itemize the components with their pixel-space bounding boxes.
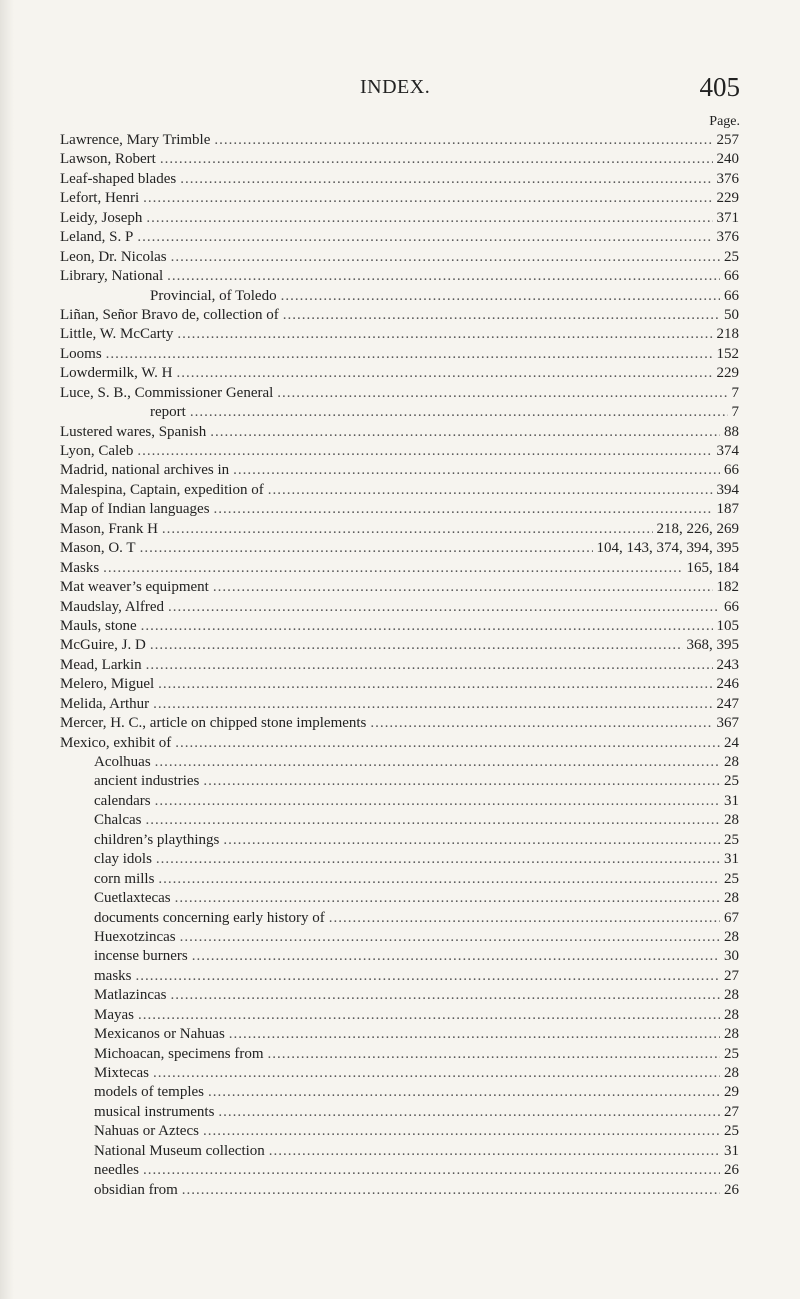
index-entry-term: calendars <box>94 792 151 809</box>
dot-leader <box>177 325 712 344</box>
index-entry <box>60 1181 739 1200</box>
index-entry-term: children’s playthings <box>94 831 220 848</box>
index-entry-term: Leland, S. P <box>60 229 134 246</box>
index-entry-pages: 7 <box>731 404 739 421</box>
dot-leader <box>214 500 713 519</box>
index-entry <box>60 189 739 208</box>
page-number: 405 <box>699 72 740 102</box>
index-entry <box>60 306 739 325</box>
index-entry-term: Mayas <box>94 1006 134 1023</box>
index-entry-pages: 257 <box>716 132 739 148</box>
dot-leader <box>146 209 712 228</box>
index-entry <box>60 656 739 675</box>
index-entry-pages: 26 <box>724 1181 739 1198</box>
index-entry-pages: 50 <box>724 306 739 323</box>
index-entry-pages: 218 <box>716 326 739 343</box>
index-entry-term: report <box>150 404 186 421</box>
index-entry-term: Leidy, Joseph <box>60 209 143 226</box>
dot-leader <box>175 734 720 753</box>
index-entry-pages: 27 <box>724 1103 739 1120</box>
dot-leader <box>153 695 712 714</box>
dot-leader <box>167 267 720 286</box>
index-entry-pages: 28 <box>724 1026 739 1043</box>
index-entry <box>60 617 739 636</box>
index-entry <box>60 598 739 617</box>
index-entry-pages: 229 <box>716 190 739 207</box>
index-entry <box>60 1103 739 1122</box>
dot-leader <box>182 1181 720 1200</box>
index-entry-pages: 25 <box>724 248 739 265</box>
index-entry-term: Michoacan, specimens from <box>94 1045 264 1062</box>
index-entry-term: models of temples <box>94 1084 204 1101</box>
dot-leader <box>137 442 712 461</box>
index-entry-pages: 31 <box>724 1142 739 1159</box>
dot-leader <box>203 1122 720 1141</box>
index-entry <box>60 287 739 306</box>
index-entry-term: Lawrence, Mary Trimble <box>60 132 211 148</box>
index-entry-pages: 28 <box>724 812 739 829</box>
index-entry-term: Liñan, Señor Bravo de, collection of <box>60 306 279 323</box>
dot-leader <box>175 889 720 908</box>
index-entry-term: Chalcas <box>94 812 142 829</box>
index-entry <box>60 559 739 578</box>
index-entry-pages: 25 <box>724 773 739 790</box>
index-entry <box>60 714 739 733</box>
page-column-label: Page. <box>709 114 740 129</box>
index-entry-pages: 182 <box>716 579 739 596</box>
index-entry <box>60 461 739 480</box>
index-entry-term: incense burners <box>94 948 188 965</box>
page-binding-shadow <box>0 0 14 1299</box>
dot-leader <box>143 189 712 208</box>
index-entry-term: Little, W. McCarty <box>60 326 174 343</box>
index-entry-term: Mason, O. T <box>60 540 136 557</box>
index-entry <box>60 1161 739 1180</box>
index-entry-pages: 25 <box>724 1123 739 1140</box>
dot-leader <box>223 831 720 850</box>
dot-leader <box>158 675 712 694</box>
index-entry-pages: 104, 143, 374, 394, 395 <box>596 540 739 557</box>
dot-leader <box>283 306 720 325</box>
index-entry-term: Huexotzincas <box>94 928 176 945</box>
index-entry <box>60 986 739 1005</box>
index-entry <box>60 695 739 714</box>
index-entry <box>60 889 739 908</box>
dot-leader <box>268 1045 720 1064</box>
index-entry <box>60 734 739 753</box>
index-entry-pages: 28 <box>724 754 739 770</box>
index-entry-pages: 376 <box>716 229 739 246</box>
index-entry <box>60 209 739 228</box>
index-entry-term: Mexicanos or Nahuas <box>94 1026 225 1043</box>
index-entry <box>60 423 739 442</box>
index-entry-pages: 31 <box>724 851 739 868</box>
index-entry-term: Looms <box>60 345 102 362</box>
dot-leader <box>370 714 712 733</box>
dot-leader <box>146 656 713 675</box>
index-entry-term: Melida, Arthur <box>60 695 150 712</box>
index-entry-term: Mixtecas <box>94 1065 149 1081</box>
index-entry-pages: 376 <box>716 170 739 187</box>
dot-leader <box>150 636 683 655</box>
index-entry-term: Mason, Frank H <box>60 520 158 537</box>
index-entry-term: Mauls, stone <box>60 617 137 634</box>
running-head: INDEX. <box>360 76 431 98</box>
index-entry-pages: 28 <box>724 928 739 945</box>
dot-leader <box>145 811 720 830</box>
index-entry-term: Nahuas or Aztecs <box>94 1123 199 1140</box>
index-entry <box>60 811 739 830</box>
index-entry-term: Provincial, of Toledo <box>150 287 277 304</box>
dot-leader <box>143 1161 720 1180</box>
index-entry <box>60 150 739 169</box>
index-entry-term: masks <box>94 967 132 984</box>
dot-leader <box>170 986 720 1005</box>
index-entry-list <box>60 131 739 1200</box>
index-entry <box>60 636 739 655</box>
index-entry <box>60 909 739 928</box>
index-entry-pages: 367 <box>716 715 739 732</box>
index-entry <box>60 753 739 772</box>
index-entry-term: obsidian from <box>94 1181 178 1198</box>
dot-leader <box>203 772 720 791</box>
index-entry-term: Malespina, Captain, expedition of <box>60 481 264 498</box>
dot-leader <box>171 248 720 267</box>
dot-leader <box>192 947 720 966</box>
dot-leader <box>140 539 593 558</box>
index-entry-term: McGuire, J. D <box>60 637 146 654</box>
index-entry <box>60 1006 739 1025</box>
index-entry-pages: 165, 184 <box>686 559 739 576</box>
index-entry <box>60 1122 739 1141</box>
index-entry <box>60 870 739 889</box>
index-entry-pages: 105 <box>716 617 739 634</box>
index-entry <box>60 481 739 500</box>
index-entry-pages: 7 <box>731 384 739 401</box>
index-entry-term: Cuetlaxtecas <box>94 890 171 907</box>
index-entry-pages: 243 <box>716 656 739 673</box>
index-entry-pages: 66 <box>724 598 739 615</box>
index-entry-pages: 25 <box>724 1045 739 1062</box>
dot-leader <box>137 228 712 247</box>
index-entry-term: National Museum collection <box>94 1142 265 1159</box>
index-entry-term: corn mills <box>94 870 155 887</box>
index-entry <box>60 500 739 519</box>
index-entry-term: Luce, S. B., Commissioner General <box>60 384 274 401</box>
dot-leader <box>229 1025 720 1044</box>
index-entry <box>60 131 739 150</box>
index-entry-term: Library, National <box>60 268 164 285</box>
index-entry-term: Lustered wares, Spanish <box>60 423 207 440</box>
index-entry-term: Melero, Miguel <box>60 676 155 693</box>
dot-leader <box>162 520 653 539</box>
index-entry <box>60 850 739 869</box>
dot-leader <box>213 578 713 597</box>
index-entry-term: Mat weaver’s equipment <box>60 579 209 596</box>
dot-leader <box>156 850 720 869</box>
dot-leader <box>136 967 721 986</box>
index-entry-term: clay idols <box>94 851 152 868</box>
dot-leader <box>208 1083 720 1102</box>
index-entry-term: musical instruments <box>94 1103 215 1120</box>
index-entry-pages: 218, 226, 269 <box>656 520 739 537</box>
index-entry-pages: 67 <box>724 909 739 926</box>
index-entry-pages: 66 <box>724 287 739 304</box>
index-entry <box>60 345 739 364</box>
dot-leader <box>168 598 720 617</box>
dot-leader <box>155 753 720 772</box>
page-header <box>360 72 740 102</box>
index-entry <box>60 364 739 383</box>
index-entry-term: Leon, Dr. Nicolas <box>60 248 167 265</box>
dot-leader <box>177 364 713 383</box>
index-entry-pages: 371 <box>716 209 739 226</box>
index-entry-term: Mexico, exhibit of <box>60 734 172 751</box>
index-entry-pages: 229 <box>716 365 739 382</box>
index-entry <box>60 170 739 189</box>
dot-leader <box>106 345 713 364</box>
dot-leader <box>158 870 720 889</box>
index-entry <box>60 442 739 461</box>
index-entry-term: Acolhuas <box>94 754 151 770</box>
index-entry <box>60 1142 739 1161</box>
index-entry-pages: 66 <box>724 462 739 479</box>
index-entry-term: Lowdermilk, W. H <box>60 365 173 382</box>
index-entry-term: ancient industries <box>94 773 200 790</box>
index-entry <box>60 792 739 811</box>
index-entry-term: Map of Indian languages <box>60 501 210 518</box>
index-entry <box>60 947 739 966</box>
index-entry-term: needles <box>94 1162 139 1179</box>
index-entry-pages: 66 <box>724 268 739 285</box>
index-entry <box>60 520 739 539</box>
index-entry-term: Matlazincas <box>94 987 167 1004</box>
index-entry-term: Mead, Larkin <box>60 656 142 673</box>
dot-leader <box>277 384 727 403</box>
index-entry-pages: 246 <box>716 676 739 693</box>
index-entry <box>60 267 739 286</box>
index-entry <box>60 1045 739 1064</box>
index-entry <box>60 772 739 791</box>
index-entry-pages: 368, 395 <box>686 637 739 654</box>
dot-leader <box>214 131 712 150</box>
dot-leader <box>141 617 713 636</box>
index-entry <box>60 403 739 422</box>
index-entry-term: Madrid, national archives in <box>60 462 230 479</box>
index-entry <box>60 1083 739 1102</box>
dot-leader <box>155 792 720 811</box>
index-entry-term: Lawson, Robert <box>60 151 156 168</box>
dot-leader <box>281 287 720 306</box>
index-entry <box>60 228 739 247</box>
dot-leader <box>180 170 712 189</box>
index-entry-pages: 29 <box>724 1084 739 1101</box>
index-entry <box>60 1064 739 1083</box>
index-entry <box>60 578 739 597</box>
index-entry-pages: 152 <box>716 345 739 362</box>
index-entry-pages: 28 <box>724 1065 739 1081</box>
index-entry-pages: 28 <box>724 890 739 907</box>
dot-leader <box>190 403 728 422</box>
dot-leader <box>218 1103 720 1122</box>
index-entry <box>60 967 739 986</box>
index-entry-pages: 25 <box>724 831 739 848</box>
index-entry-pages: 88 <box>724 423 739 440</box>
index-entry-term: documents concerning early history of <box>94 909 325 926</box>
index-entry-pages: 187 <box>716 501 739 518</box>
index-entry-term: Maudslay, Alfred <box>60 598 165 615</box>
index-entry <box>60 928 739 947</box>
index-entry <box>60 384 739 403</box>
dot-leader <box>329 909 720 928</box>
index-entry-term: Lyon, Caleb <box>60 443 134 459</box>
dot-leader <box>210 423 720 442</box>
index-entry-pages: 28 <box>724 1006 739 1023</box>
index-entry-term: Mercer, H. C., article on chipped stone implements <box>60 715 367 732</box>
index-entry <box>60 248 739 267</box>
dot-leader <box>138 1006 720 1025</box>
index-entry-term: Leaf-shaped blades <box>60 170 177 187</box>
index-entry-term: Lefort, Henri <box>60 190 140 207</box>
index-entry-pages: 26 <box>724 1162 739 1179</box>
dot-leader <box>269 1142 720 1161</box>
index-entry-pages: 247 <box>716 695 739 712</box>
index-entry-pages: 30 <box>724 948 739 965</box>
dot-leader <box>233 461 720 480</box>
dot-leader <box>153 1064 720 1083</box>
index-entry-pages: 240 <box>716 151 739 168</box>
index-entry <box>60 1025 739 1044</box>
index-entry <box>60 675 739 694</box>
index-entry-pages: 394 <box>716 481 739 498</box>
dot-leader <box>180 928 720 947</box>
index-entry <box>60 539 739 558</box>
index-entry-pages: 31 <box>724 792 739 809</box>
index-entry <box>60 325 739 344</box>
dot-leader <box>160 150 713 169</box>
index-entry-pages: 24 <box>724 734 739 751</box>
index-entry-pages: 25 <box>724 870 739 887</box>
index-entry-pages: 28 <box>724 987 739 1004</box>
index-entry-pages: 27 <box>724 967 739 984</box>
index-entry-pages: 374 <box>716 443 739 459</box>
dot-leader <box>103 559 682 578</box>
index-entry <box>60 831 739 850</box>
index-entry-term: Masks <box>60 559 100 576</box>
dot-leader <box>268 481 713 500</box>
